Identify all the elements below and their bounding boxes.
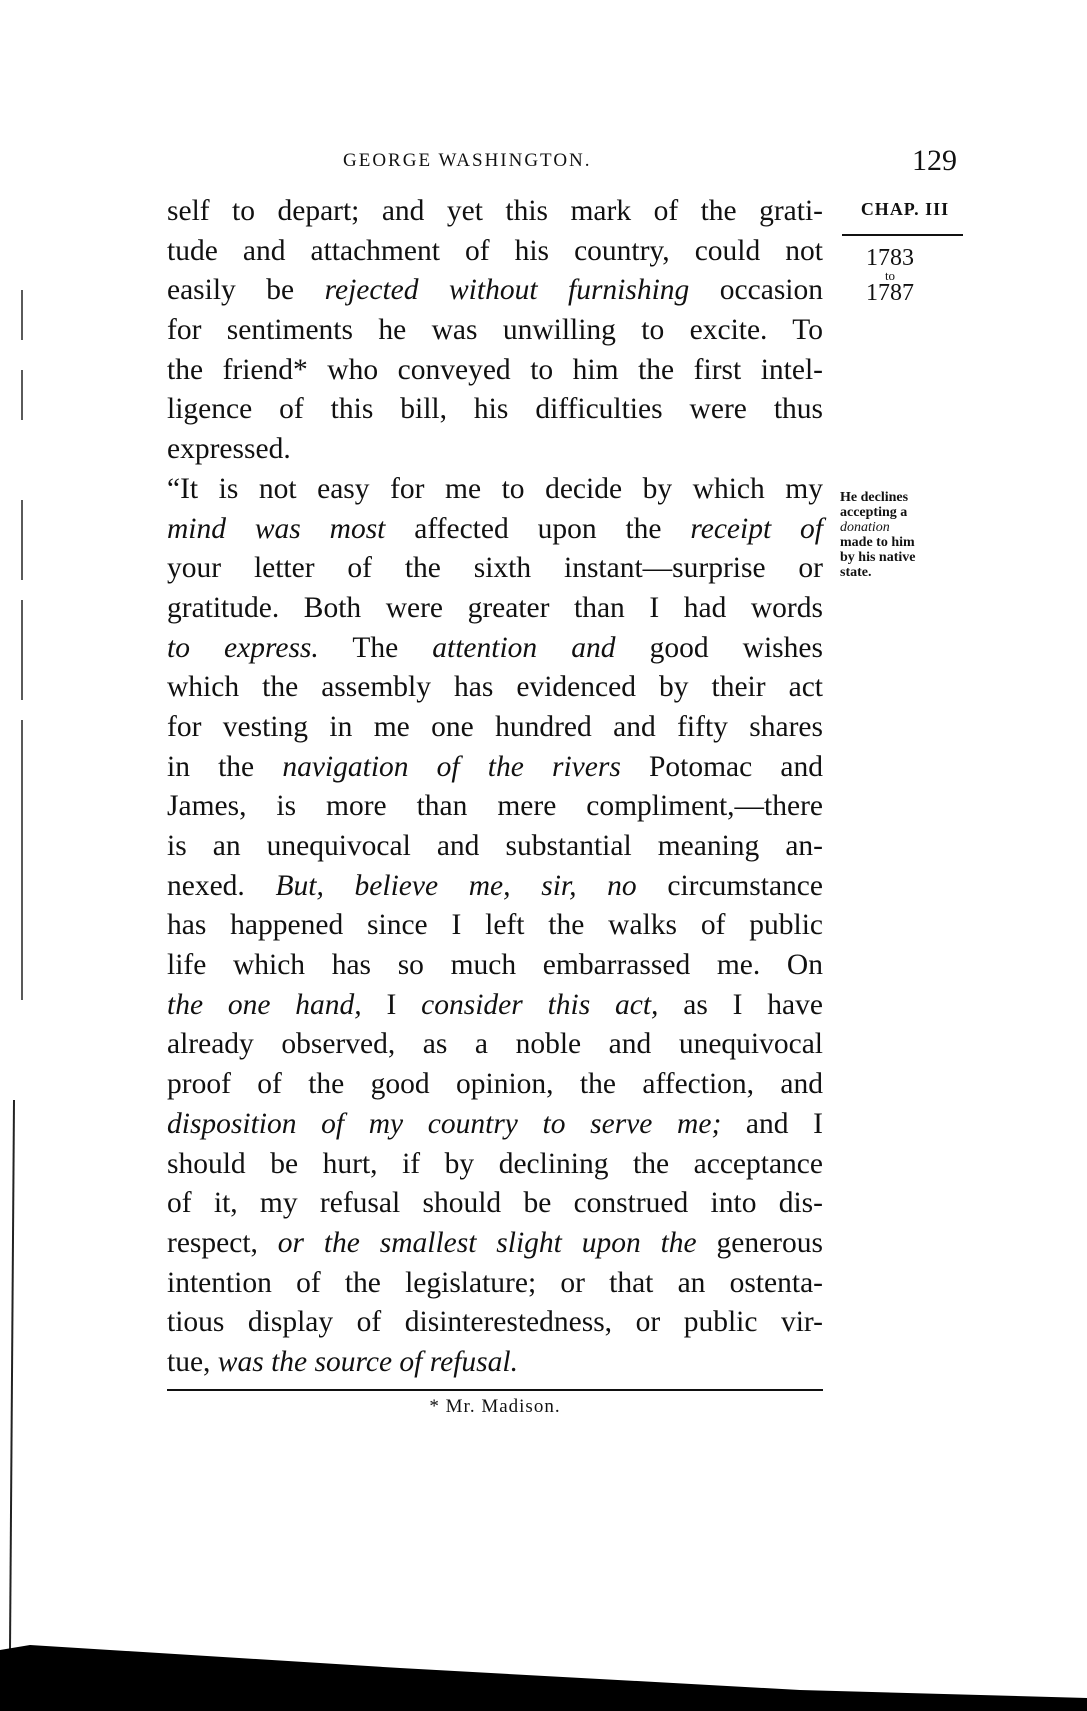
text-span: respect, xyxy=(167,1226,278,1259)
text-line xyxy=(167,1025,823,1065)
text-span: should be hurt, if by declining the acceptance xyxy=(167,1147,823,1180)
italic-text: disposition of my country to serve me; xyxy=(167,1107,722,1140)
text-span: generous xyxy=(696,1226,823,1259)
text-line xyxy=(167,232,823,272)
text-line xyxy=(167,668,823,708)
chapter-label: CHAP. III xyxy=(860,199,950,219)
text-span: is an unequivocal and substantial meaning an- xyxy=(167,830,823,862)
text-line xyxy=(167,708,823,748)
text-line xyxy=(167,787,823,827)
italic-text: receipt of xyxy=(690,512,823,545)
text-span: has happened since I left the walks of public xyxy=(167,909,823,942)
year-to: to xyxy=(884,268,896,283)
text-span: gratitude. Both were greater than I had words xyxy=(167,591,823,624)
text-span: for sentiments he was unwilling to excite. To xyxy=(167,314,823,347)
text-span: easily be xyxy=(167,274,325,307)
text-span: James, is more than mere compliment,—there xyxy=(167,790,823,823)
margin-sidenote xyxy=(840,490,915,580)
text-span: as I have xyxy=(658,988,823,1021)
text-span: circumstance xyxy=(636,869,823,902)
text-span: intention of the legislature; or that an ostenta- xyxy=(167,1266,823,1299)
text-line xyxy=(167,986,823,1026)
italic-text: attention and xyxy=(432,631,616,664)
text-line xyxy=(167,1105,823,1145)
text-line xyxy=(167,271,823,311)
text-span: in the xyxy=(167,750,283,783)
sidenote-line: accepting a xyxy=(840,505,908,520)
text-line xyxy=(167,470,823,510)
text-span: for vesting in me one hundred and fifty shares xyxy=(167,710,823,743)
text-span: tue, xyxy=(167,1345,218,1378)
text-line xyxy=(167,1303,823,1343)
italic-text: was the source of refusal. xyxy=(217,1345,518,1378)
text-line xyxy=(167,510,823,550)
text-line xyxy=(167,1343,823,1383)
text-span: the friend* who conveyed to him the first intel- xyxy=(167,353,823,386)
scan-shadow-bar xyxy=(0,1645,1087,1711)
text-line xyxy=(167,906,823,946)
sidenote-line: by his native xyxy=(840,550,916,565)
footnote: * Mr. Madison. xyxy=(429,1396,561,1417)
text-span: occasion xyxy=(689,274,824,307)
text-span: ligence of this bill, his difficulties were thus xyxy=(167,393,823,426)
italic-text: or the smallest slight upon the xyxy=(277,1226,697,1259)
year-range xyxy=(860,246,920,305)
italic-text: the one hand, xyxy=(167,988,362,1021)
text-span: already observed, as a noble and unequivocal xyxy=(167,1028,823,1061)
text-line xyxy=(167,390,823,430)
body-text xyxy=(167,192,823,1383)
text-line xyxy=(167,589,823,629)
text-span: and I xyxy=(721,1107,823,1140)
text-line xyxy=(167,192,823,232)
text-line xyxy=(167,748,823,788)
text-line xyxy=(167,946,823,986)
text-span: “It is not easy for me to decide by which my xyxy=(167,472,823,505)
italic-text: to express. xyxy=(167,631,319,664)
page-number: 129 xyxy=(912,144,957,177)
text-span: proof of the good opinion, the affection, and xyxy=(167,1068,823,1101)
text-span: your letter of the sixth instant—surprise or xyxy=(167,552,823,585)
text-span: life which has so much embarrassed me. On xyxy=(167,949,823,982)
italic-text: consider this act, xyxy=(421,988,659,1021)
text-span: I xyxy=(361,988,422,1021)
italic-text: rejected without furnishing xyxy=(324,274,690,307)
running-head: GEORGE WASHINGTON. xyxy=(343,150,592,171)
year-start: 1783 xyxy=(866,245,914,271)
footnote-rule xyxy=(167,1389,823,1391)
text-span: expressed. xyxy=(167,433,291,466)
chapter-rule xyxy=(842,234,963,236)
text-line xyxy=(167,1224,823,1264)
text-line xyxy=(167,1065,823,1105)
text-span: tious display of disinterestedness, or public vir- xyxy=(167,1306,823,1339)
text-line xyxy=(167,311,823,351)
sidenote-line: made to him xyxy=(840,535,915,550)
text-line xyxy=(167,1145,823,1185)
sidenote-line: donation xyxy=(840,520,890,535)
text-line xyxy=(167,351,823,391)
text-span: The xyxy=(318,631,433,664)
text-line xyxy=(167,827,823,867)
text-span: self to depart; and yet this mark of the grati- xyxy=(167,195,823,227)
text-span: of it, my refusal should be construed into dis- xyxy=(167,1187,823,1220)
sidenote-line: He declines xyxy=(840,490,909,505)
text-line xyxy=(167,549,823,589)
sidenote-line: state. xyxy=(840,565,872,580)
text-line xyxy=(167,1184,823,1224)
text-line xyxy=(167,430,823,470)
text-span: good wishes xyxy=(615,631,823,664)
text-span: nexed. xyxy=(167,869,276,902)
text-span: Potomac and xyxy=(620,750,823,783)
left-binding-edge xyxy=(10,290,22,1650)
text-line xyxy=(167,1264,823,1304)
italic-text: But, believe me, sir, no xyxy=(275,869,637,902)
text-span: which the assembly has evidenced by their act xyxy=(167,671,823,704)
text-span: tude and attachment of his country, could not xyxy=(167,234,823,267)
italic-text: navigation of the rivers xyxy=(282,750,621,783)
year-end: 1787 xyxy=(866,280,914,306)
text-line xyxy=(167,629,823,669)
text-span: affected upon the xyxy=(385,512,691,545)
italic-text: mind was most xyxy=(167,512,386,545)
text-line xyxy=(167,867,823,907)
